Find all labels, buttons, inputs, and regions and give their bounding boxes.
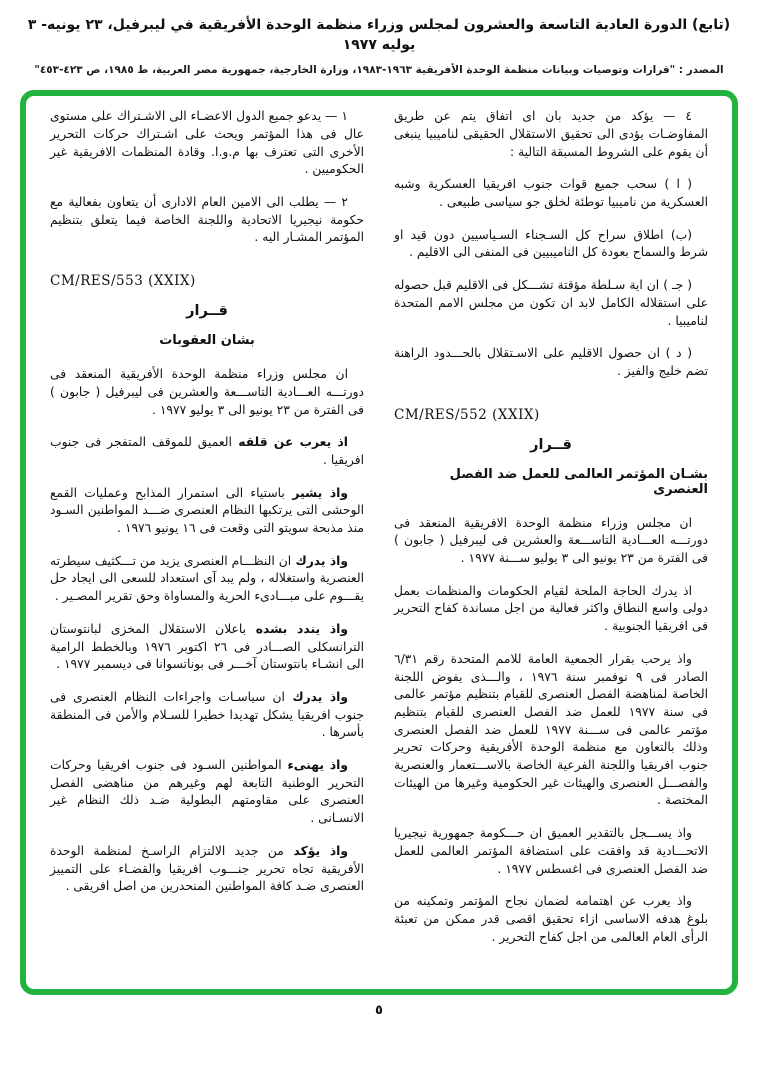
resolution-paragraph: واذ يندد بشده باعلان الاستقلال المخزى لبانتوستان الترانسكلى الصـــادر فى ٢٦ اكتوبر ١٩٧٦ وبالخطط الرامية الى انشـاء بانتوستان آخـــر فى بوناتسوانا فى ديسمبر ١٩٧٧ . <box>50 621 365 672</box>
page-footer <box>0 995 758 1028</box>
document-source-line: المصدر : "قرارات وتوصيات وبيانات منظمة الوحدة الأفريقية ١٩٦٣-١٩٨٣، وزارة الخارجية، جمهورية مصر العربية، ط ١٩٨٥، ص ٤٢٣-٤٥٣" <box>34 64 724 77</box>
resolution-operative-1: ١ — يدعو جميع الدول الاعضـاء الى الاشـتراك على مستوى عال فى هذا المؤتمر ويحث على اشـتراك حركات التحرير الأخرى التى تعترف بها م.و.ا. وقادة المنظمات الافريقية غير الحكوميين . <box>50 109 364 177</box>
resolution-subject: بشان العقوبات <box>159 333 255 349</box>
resolution-code-553: CM/RES/553 (XXIX) <box>50 273 196 290</box>
two-column-layout <box>50 108 708 961</box>
resolution-paragraph: واذ يعرب عن اهتمامه لضمان نجاح المؤتمر وتمكينه من بلوغ هدفه الاساسى ازاء تحقيق اقصى قدر ممكن من تعبئة الرأى العام العالمى من اجل كفاح التحرير . <box>394 894 708 944</box>
resolution-subject: بشـان المؤتمر العالمى للعمل ضد الفصل العنصرى <box>449 466 708 497</box>
document-title: (تابع) الدورة العادية التاسعة والعشرون لمجلس وزراء منظمة الوحدة الأفريقية في ليبرفيل، ٢٣ يونيه- ٣ يوليه ١٩٧٧ <box>27 17 731 53</box>
resolution-paragraph: اذ يعرب عن قلقه العميق للموقف المتفجر فى جنوب افريقيا . <box>50 435 364 467</box>
resolution-paragraph: واذ يدرك ان النظـــام العنصرى يزيد من تـــكثيف سيطرته العنصرية واستغلاله ، ولم يبد آى استعداد للسعى الى ايجاد حل يقـــوم على مبـــادىء الحرية والمساواة وحق تقرير المصـير . <box>50 553 364 604</box>
resolution-paragraph: ٤ — يؤكد من جديد بان اى اتفاق يتم عن طريق المفاوضـات يؤدى الى تحقيق الاستقلال الحقيقى لناميبيا ينبغى أن يقوم على الشروط المسبقة التالية : <box>394 109 708 159</box>
resolution-code-552: CM/RES/552 (XXIX) <box>394 406 540 423</box>
column-right <box>394 108 708 961</box>
resolution-preamble: ان مجلس وزراء منظمة الوحدة الافريقية المنعقد فى دورتـــه العـــادية التاســـعة والعشرين فى ليبرفيل ( جابون ) فى الفترة من ٢٣ يونيو الى ٣ يوليو ســـنة ١٩٧٧ . <box>394 515 708 566</box>
resolution-heading: قــرار <box>186 303 228 320</box>
resolution-subitem-b: (ب) اطلاق سراح كل السـجناء السـياسيين دون قيد او شرط والسماح بعودة كل الناميبيين فى المنفى الى الاقليم . <box>394 227 708 260</box>
resolution-subitem-d: ( د ) ان حصول الاقليم على الاسـتقلال بالحـــدود الراهنة تضم خليج والفيز . <box>394 346 708 378</box>
resolution-paragraph: واذ يهنىء المواطنين السـود فى جنوب افريقيا وحركات التحرير الوطنية التابعة لهم وغيرهم من مناهضى الفصل العنصرى على مقاومتهم البطولية ضـد ذلك النظام غير الانسـانى . <box>50 758 364 826</box>
resolution-paragraph: واذ يرحب بقرار الجمعية العامة للامم المتحدة رقم ٦/٣١ الصادر فى ٩ نوفمبر سنة ١٩٧٦ ، والـــذى يفوض اللجنة الخاصة لمناهضة الفصل العنصرى للقيام بتنظيم مؤتمر عالمى فى سنة ١٩٧٧ للعمل ضد الفصل العنصرى للقيام بتنظيم مؤتمر عالمى فى ســـنة ١٩٧٧ للعمل ضد الفصل العنصرى وذلك بالتعاون مع منظمة الوحدة الأفريقية وحركات تحرير جنوب افريقيا واللجنة الفرعية الخاصة بالاســـتعمار والعنصرية والفصـــل العنصرى والهيئات غير الحكومية وغيرها من الهيئات المختصة . <box>394 651 709 808</box>
resolution-paragraph: واذ يدرك ان سياسـات واجراءات النظام العنصرى فى جنوب افريقيا يشكل تهديدا خطيرا للسـلام والأمن فى المنطقة بأسرها . <box>50 689 364 740</box>
resolution-paragraph: واذ يؤكد من جديد الالتزام الراسـخ لمنظمة الوحدة الأفريقية تجاه تحرير جنـــوب افريقيا والقضـاء على التمييز العنصرى ضـد كافة المواطنين المنحدرين من اصل افريقى . <box>50 843 364 894</box>
resolution-operative-2: ٢ — يطلب الى الامين العام الادارى أن يتعاون بفعالية مع حكومة نيجيريا الاتحادية واللجنة الخاصة فيما يتعلق بتنظيم المؤتمر المشـار اليه . <box>50 195 364 245</box>
resolution-heading: قــرار <box>530 436 572 453</box>
page-header <box>0 0 758 76</box>
column-left <box>50 108 364 961</box>
resolution-subitem-a: ( ا ) سحب جميع قوات جنوب افريقيا العسكرية وشبه العسكرية من ناميبيا توطئة لخلق جو سياسى طبيعى . <box>394 177 708 209</box>
resolution-paragraph: اذ يدرك الحاجة الملحة لقيام الحكومات والمنظمات بعمل دولى واسع النطاق واكثر فعالية من اجل مساندة كفاح التحرير فى افريقيا الجنوبية . <box>394 583 708 634</box>
content-frame <box>20 90 738 995</box>
resolution-subitem-c: ( جـ ) ان اية سـلطة مؤقتة تشـــكل فى الاقليم قبل حصوله على استقلاله الكامل لابد ان تكون من مجلس الامم المتحدة لناميبيا . <box>394 278 708 328</box>
resolution-paragraph: واذ يشير باستياء الى استمرار المذابح وعمليات القمع الوحشى التى يرتكبها النظام العنصرى ضـــد المواطنين السـود منذ مذبحة سويتو التى وقعت فى ١٦ يونيو ١٩٧٦ . <box>50 485 364 536</box>
resolution-paragraph: واذ يســـجل بالتقدير العميق ان حـــكومة جمهورية نيجيريا الاتحـــادية قد وافقت على استضافة المؤتمر العالمى للعمل ضد الفصل العنصرى فى اغسطس ١٩٧٧ . <box>394 826 708 876</box>
resolution-preamble: ان مجلس وزراء منظمة الوحدة الأفريقية المنعقد فى دورتـــه العـــادية التاســـعة والعشرين فى ليبرفيل ( جابون ) فى الفترة من ٢٣ يونيو الى ٣ يوليو ١٩٧٧ . <box>50 367 364 417</box>
page-number: ٥ <box>375 1003 383 1019</box>
